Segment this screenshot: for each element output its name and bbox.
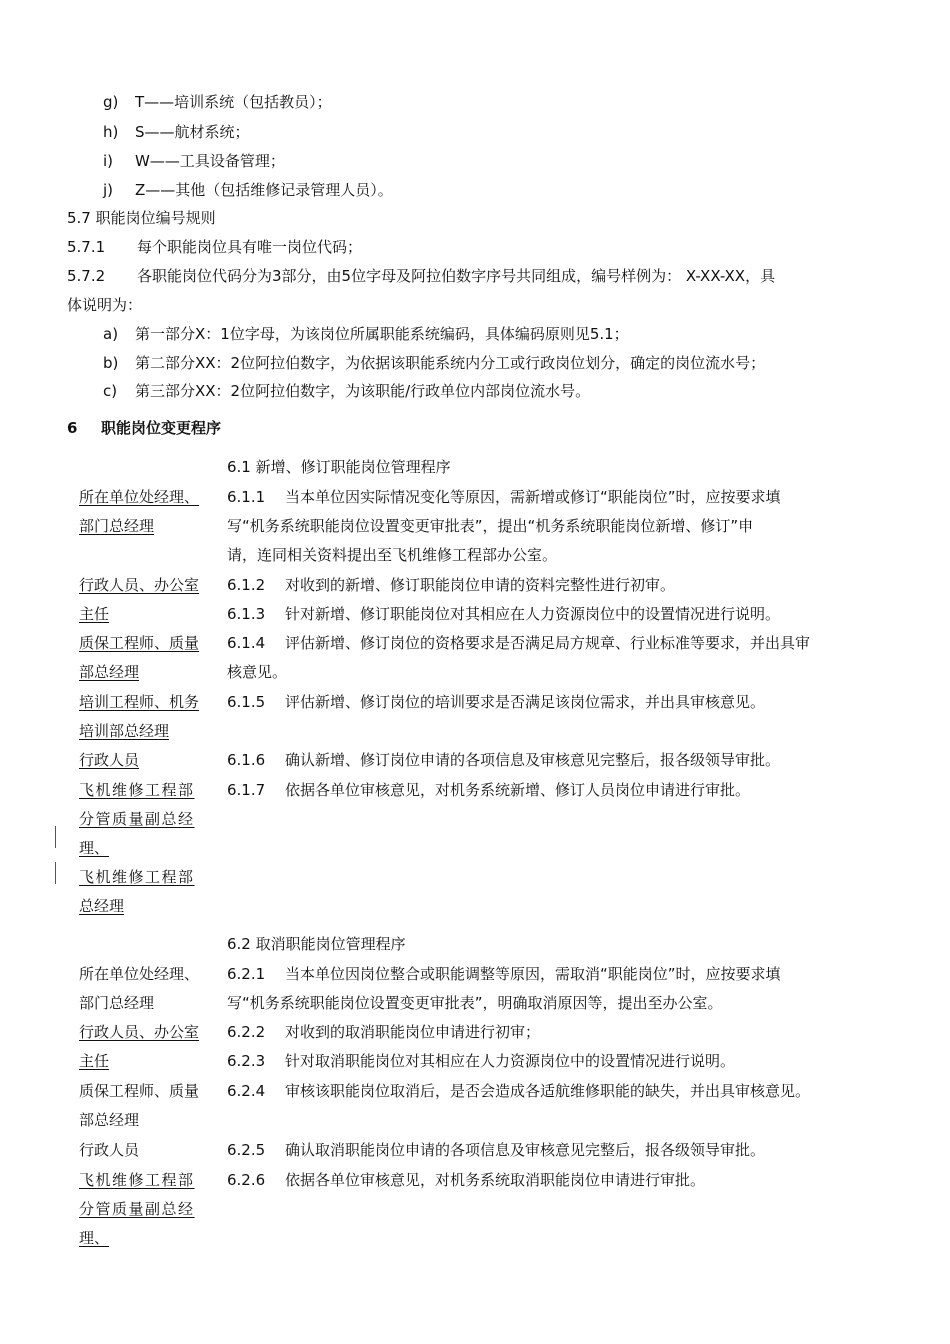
step-text: 评估新增、修订岗位的资格要求是否满足局方规章、行业标准等要求，并出具审 bbox=[285, 634, 811, 652]
role-label: 主任 bbox=[79, 1052, 110, 1070]
step-text: 审核该职能岗位取消后，是否会造成各适航维修职能的缺失，并出具审核意见。 bbox=[285, 1082, 811, 1100]
role-label: 主任 bbox=[79, 605, 110, 623]
list-marker: g) bbox=[103, 93, 119, 111]
step-text: 依据各单位审核意见，对机务系统取消职能岗位申请进行审批。 bbox=[285, 1171, 706, 1189]
list-item: T——培训系统（包括教员）； bbox=[135, 93, 332, 111]
step-number: 6.2.3 bbox=[227, 1052, 266, 1070]
role-label: 部总经理 bbox=[79, 1111, 140, 1129]
list-marker: j) bbox=[103, 181, 114, 199]
step-text-continued: 核意见。 bbox=[227, 663, 288, 681]
step-number: 6.1.6 bbox=[227, 751, 266, 769]
list-item: S——航材系统； bbox=[135, 123, 250, 141]
section-heading-6-2: 6.2 取消职能岗位管理程序 bbox=[227, 935, 406, 953]
role-label: 行政人员、办公室 bbox=[79, 576, 200, 594]
list-marker: i) bbox=[103, 152, 114, 170]
list-marker: h) bbox=[103, 123, 119, 141]
role-label: 理、 bbox=[79, 1229, 110, 1247]
step-text: 确认新增、修订岗位申请的各项信息及审核意见完整后，报各级领导审批。 bbox=[285, 751, 781, 769]
list-item: 第一部分X：1位字母，为该岗位所属职能系统编码，具体编码原则见5.1； bbox=[135, 325, 629, 343]
list-marker: c) bbox=[103, 382, 118, 400]
role-label: 分管质量副总经 bbox=[79, 810, 195, 828]
role-label: 培训部总经理 bbox=[79, 722, 170, 740]
step-number: 6.2.1 bbox=[227, 965, 266, 983]
role-label: 分管质量副总经 bbox=[79, 1200, 195, 1218]
step-text: 针对新增、修订职能岗位对其相应在人力资源岗位中的设置情况进行说明。 bbox=[285, 605, 781, 623]
role-label: 部门总经理 bbox=[79, 517, 155, 535]
clause-text: 各职能岗位代码分为3部分，由5位字母及阿拉伯数字序号共同组成，编号样例为： X-XX-XX，具 bbox=[137, 267, 776, 285]
step-number: 6.1.4 bbox=[227, 634, 266, 652]
list-item: 第三部分XX：2位阿拉伯数字，为该职能/行政单位内部岗位流水号。 bbox=[135, 382, 591, 400]
step-number: 6.2.4 bbox=[227, 1082, 266, 1100]
step-text: 依据各单位审核意见，对机务系统新增、修订人员岗位申请进行审批。 bbox=[285, 781, 751, 799]
section-heading-5-7: 5.7 职能岗位编号规则 bbox=[67, 209, 216, 227]
clause-number: 5.7.2 bbox=[67, 267, 106, 285]
step-text-continued: 写“机务系统职能岗位设置变更审批表”，提出“机务系统职能岗位新增、修订”申 bbox=[227, 517, 754, 535]
section-heading-6-1: 6.1 新增、修订职能岗位管理程序 bbox=[227, 458, 451, 476]
role-label: 飞机维修工程部 bbox=[79, 781, 195, 799]
role-label: 所在单位处经理、 bbox=[79, 488, 200, 506]
step-number: 6.2.2 bbox=[227, 1023, 266, 1041]
list-item: 第二部分XX：2位阿拉伯数字，为依据该职能系统内分工或行政岗位划分，确定的岗位流水号； bbox=[135, 354, 766, 372]
list-marker: b) bbox=[103, 354, 119, 372]
role-label: 质保工程师、质量 bbox=[79, 1082, 200, 1100]
role-label: 总经理 bbox=[79, 897, 125, 915]
step-text-continued: 请，连同相关资料提出至飞机维修工程部办公室。 bbox=[227, 546, 558, 564]
list-item: Z——其他（包括维修记录管理人员）。 bbox=[135, 181, 393, 199]
section-number-6: 6 bbox=[67, 419, 78, 437]
role-label: 飞机维修工程部 bbox=[79, 868, 195, 886]
step-number: 6.2.5 bbox=[227, 1141, 266, 1159]
clause-text-continued: 体说明为： bbox=[67, 296, 143, 314]
step-number: 6.1.7 bbox=[227, 781, 266, 799]
role-label: 行政人员、办公室 bbox=[79, 1023, 200, 1041]
section-title-6: 职能岗位变更程序 bbox=[101, 419, 222, 437]
role-label: 所在单位处经理、 bbox=[79, 965, 200, 983]
step-number: 6.1.2 bbox=[227, 576, 266, 594]
step-text: 针对取消职能岗位对其相应在人力资源岗位中的设置情况进行说明。 bbox=[285, 1052, 736, 1070]
role-label: 行政人员 bbox=[79, 1141, 140, 1159]
step-text: 确认取消职能岗位申请的各项信息及审核意见完整后，报各级领导审批。 bbox=[285, 1141, 766, 1159]
step-text: 当本单位因实际情况变化等原因，需新增或修订“职能岗位”时，应按要求填 bbox=[285, 488, 781, 506]
step-number: 6.2.6 bbox=[227, 1171, 266, 1189]
role-label: 质保工程师、质量 bbox=[79, 634, 200, 652]
role-label: 飞机维修工程部 bbox=[79, 1171, 195, 1189]
step-number: 6.1.5 bbox=[227, 693, 266, 711]
clause-text: 每个职能岗位具有唯一岗位代码； bbox=[137, 238, 363, 256]
role-label: 部总经理 bbox=[79, 663, 140, 681]
step-number: 6.1.1 bbox=[227, 488, 266, 506]
clause-number: 5.7.1 bbox=[67, 238, 106, 256]
step-text: 评估新增、修订岗位的培训要求是否满足该岗位需求，并出具审核意见。 bbox=[285, 693, 766, 711]
revision-bar bbox=[55, 826, 56, 848]
step-text: 对收到的新增、修订职能岗位申请的资料完整性进行初审。 bbox=[285, 576, 676, 594]
role-label: 培训工程师、机务 bbox=[79, 693, 200, 711]
step-text: 当本单位因岗位整合或职能调整等原因，需取消“职能岗位”时，应按要求填 bbox=[285, 965, 781, 983]
step-text: 对收到的取消职能岗位申请进行初审； bbox=[285, 1023, 541, 1041]
role-label: 行政人员 bbox=[79, 751, 140, 769]
role-label: 部门总经理 bbox=[79, 994, 155, 1012]
role-label: 理、 bbox=[79, 839, 110, 857]
step-text-continued: 写“机务系统职能岗位设置变更审批表”，明确取消原因等，提出至办公室。 bbox=[227, 994, 723, 1012]
revision-bar bbox=[55, 862, 56, 884]
list-item: W——工具设备管理； bbox=[135, 152, 285, 170]
step-number: 6.1.3 bbox=[227, 605, 266, 623]
list-marker: a) bbox=[103, 325, 119, 343]
